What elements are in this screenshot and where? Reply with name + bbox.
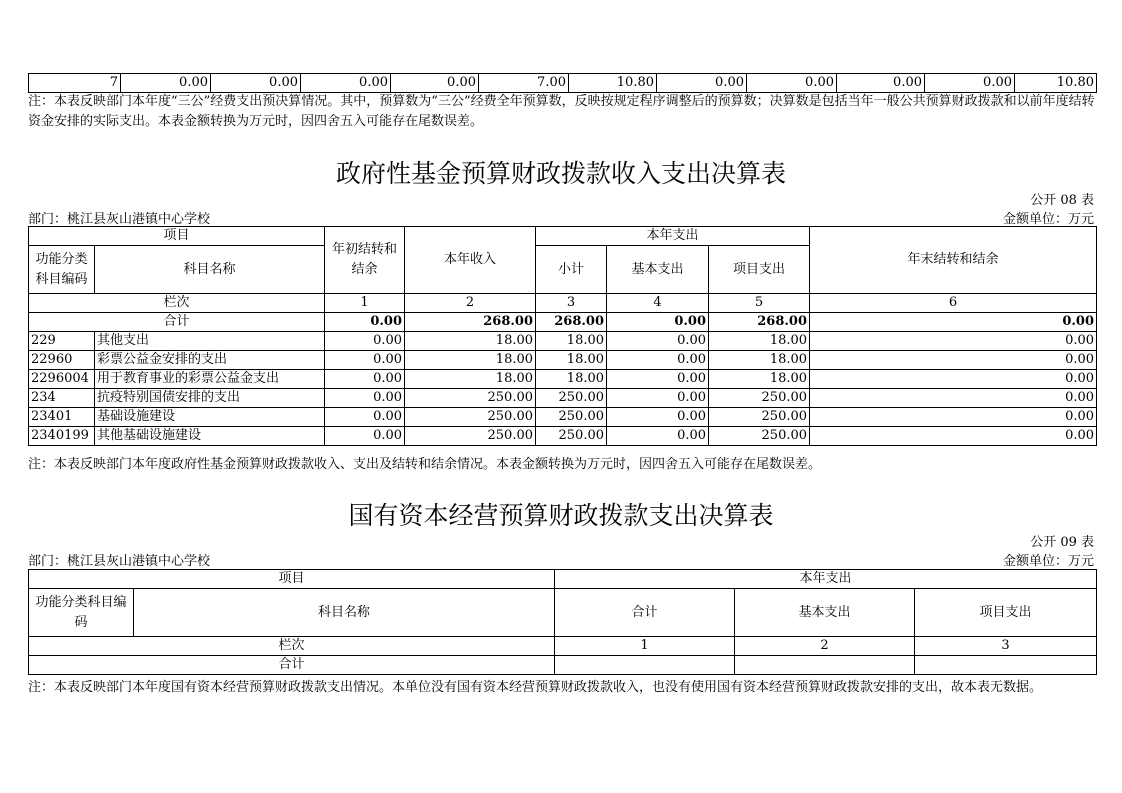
table-row <box>29 370 1097 389</box>
table09-note: 注：本表反映部门本年度国有资本经营预算财政拨款支出情况。本单位没有国有资本经营预算财政拨款收入，也没有使用国有资本经营预算财政拨款安排的支出，故本表无数据。 <box>28 680 1043 695</box>
column-number: 4 <box>607 294 709 313</box>
cell: 0.00 <box>211 74 301 93</box>
header-name: 科目名称 <box>134 589 555 637</box>
table09-code: 公开 09 表 <box>1030 535 1094 550</box>
table-row <box>29 389 1097 408</box>
column-label: 栏次 <box>29 637 555 656</box>
row-value: 18.00 <box>405 332 536 351</box>
header-expenditure: 本年支出 <box>555 570 1097 589</box>
header-basic: 基本支出 <box>607 246 709 294</box>
header-subtotal: 小计 <box>536 246 607 294</box>
header-project: 项目支出 <box>915 589 1097 637</box>
table09-department: 部门：桃江县灰山港镇中心学校 <box>28 554 211 569</box>
row-value: 0.00 <box>810 427 1097 446</box>
total-value <box>735 656 915 675</box>
header-name: 科目名称 <box>95 246 325 294</box>
total-value <box>915 656 1097 675</box>
row-value: 18.00 <box>405 370 536 389</box>
cell: 0.00 <box>657 74 747 93</box>
column-number: 1 <box>555 637 735 656</box>
row-value: 18.00 <box>709 370 810 389</box>
header-total: 合计 <box>555 589 735 637</box>
column-label: 栏次 <box>29 294 325 313</box>
row-name: 其他支出 <box>95 332 325 351</box>
table08-title: 政府性基金预算财政拨款收入支出决算表 <box>335 159 786 188</box>
row-code: 22960 <box>29 351 95 370</box>
row-value: 18.00 <box>405 351 536 370</box>
row-value: 0.00 <box>325 332 405 351</box>
row-value: 250.00 <box>536 408 607 427</box>
table08-code: 公开 08 表 <box>1030 193 1094 208</box>
row-name: 抗疫特别国债安排的支出 <box>95 389 325 408</box>
header-project: 项目支出 <box>709 246 810 294</box>
header-code: 功能分类科目编 码 <box>29 589 134 637</box>
row-code: 234 <box>29 389 95 408</box>
cell: 0.00 <box>747 74 837 93</box>
total-value: 268.00 <box>536 313 607 332</box>
row-code: 2296004 <box>29 370 95 389</box>
row-name: 用于教育事业的彩票公益金支出 <box>95 370 325 389</box>
table-row <box>29 74 1097 93</box>
table09 <box>28 569 1097 675</box>
header-end-balance: 年末结转和结余 <box>810 227 1097 294</box>
table08 <box>28 226 1097 446</box>
table08-department: 部门：桃江县灰山港镇中心学校 <box>28 212 211 227</box>
row-value: 0.00 <box>325 427 405 446</box>
row-value: 0.00 <box>325 370 405 389</box>
column-number: 6 <box>810 294 1097 313</box>
row-value: 0.00 <box>810 408 1097 427</box>
row-value: 18.00 <box>536 351 607 370</box>
table09-title: 国有资本经营预算财政拨款支出决算表 <box>348 501 774 530</box>
row-value: 0.00 <box>810 370 1097 389</box>
row-value: 18.00 <box>536 332 607 351</box>
cell: 10.80 <box>569 74 657 93</box>
total-value: 0.00 <box>325 313 405 332</box>
row-value: 0.00 <box>810 351 1097 370</box>
row-value: 0.00 <box>607 332 709 351</box>
header-code: 功能分类 科目编码 <box>29 246 95 294</box>
cell: 0.00 <box>121 74 211 93</box>
header-expenditure: 本年支出 <box>536 227 810 246</box>
row-value: 250.00 <box>405 389 536 408</box>
top-continuation-table <box>28 73 1097 93</box>
header-income: 本年收入 <box>405 227 536 294</box>
column-number: 3 <box>915 637 1097 656</box>
row-name: 其他基础设施建设 <box>95 427 325 446</box>
cell: 0.00 <box>925 74 1015 93</box>
row-value: 18.00 <box>536 370 607 389</box>
total-value: 268.00 <box>405 313 536 332</box>
header-basic: 基本支出 <box>735 589 915 637</box>
row-value: 250.00 <box>405 427 536 446</box>
column-number: 3 <box>536 294 607 313</box>
cell: 7.00 <box>479 74 569 93</box>
header-carry: 年初结转和 结余 <box>325 227 405 294</box>
row-value: 250.00 <box>405 408 536 427</box>
table08-note: 注：本表反映部门本年度政府性基金预算财政拨款收入、支出及结转和结余情况。本表金额转换为万元时，因四舍五入可能存在尾数误差。 <box>28 457 822 472</box>
row-value: 250.00 <box>709 408 810 427</box>
cell: 7 <box>29 74 121 93</box>
cell: 0.00 <box>837 74 925 93</box>
row-value: 250.00 <box>536 389 607 408</box>
total-value: 0.00 <box>810 313 1097 332</box>
header-item: 项目 <box>29 227 325 246</box>
cell: 0.00 <box>301 74 391 93</box>
table-row <box>29 427 1097 446</box>
total-row <box>29 313 1097 332</box>
row-value: 0.00 <box>325 389 405 408</box>
cell: 0.00 <box>391 74 479 93</box>
row-value: 18.00 <box>709 351 810 370</box>
total-label: 合计 <box>29 656 555 675</box>
row-code: 23401 <box>29 408 95 427</box>
table-row <box>29 351 1097 370</box>
row-value: 250.00 <box>536 427 607 446</box>
table09-unit: 金额单位：万元 <box>1002 554 1094 569</box>
row-value: 0.00 <box>810 332 1097 351</box>
row-value: 18.00 <box>709 332 810 351</box>
total-value: 268.00 <box>709 313 810 332</box>
total-row <box>29 656 1097 675</box>
row-value: 250.00 <box>709 389 810 408</box>
column-number: 2 <box>405 294 536 313</box>
table-row <box>29 332 1097 351</box>
row-code: 229 <box>29 332 95 351</box>
column-number: 5 <box>709 294 810 313</box>
row-name: 基础设施建设 <box>95 408 325 427</box>
total-value <box>555 656 735 675</box>
row-value: 0.00 <box>607 427 709 446</box>
header-item: 项目 <box>29 570 555 589</box>
row-value: 0.00 <box>325 408 405 427</box>
table08-unit: 金额单位：万元 <box>1002 212 1094 227</box>
row-value: 0.00 <box>607 370 709 389</box>
column-number: 1 <box>325 294 405 313</box>
row-value: 0.00 <box>607 351 709 370</box>
cell: 10.80 <box>1015 74 1097 93</box>
row-code: 2340199 <box>29 427 95 446</box>
column-number: 2 <box>735 637 915 656</box>
row-value: 0.00 <box>607 408 709 427</box>
total-value: 0.00 <box>607 313 709 332</box>
row-value: 0.00 <box>607 389 709 408</box>
table-row <box>29 408 1097 427</box>
total-label: 合计 <box>29 313 325 332</box>
row-value: 250.00 <box>709 427 810 446</box>
row-value: 0.00 <box>325 351 405 370</box>
row-value: 0.00 <box>810 389 1097 408</box>
note-sangong: 注：本表反映部门本年度“三公”经费支出预决算情况。其中，预算数为“三公”经费全年预算数，反映按规定程序调整后的预算数；决算数是包括当年一般公共预算财政拨款和以前年度结转资金安排的实际支出。本表金额转换为万元时，因四舍五入可能存在尾数误差。 <box>28 94 1095 129</box>
row-name: 彩票公益金安排的支出 <box>95 351 325 370</box>
